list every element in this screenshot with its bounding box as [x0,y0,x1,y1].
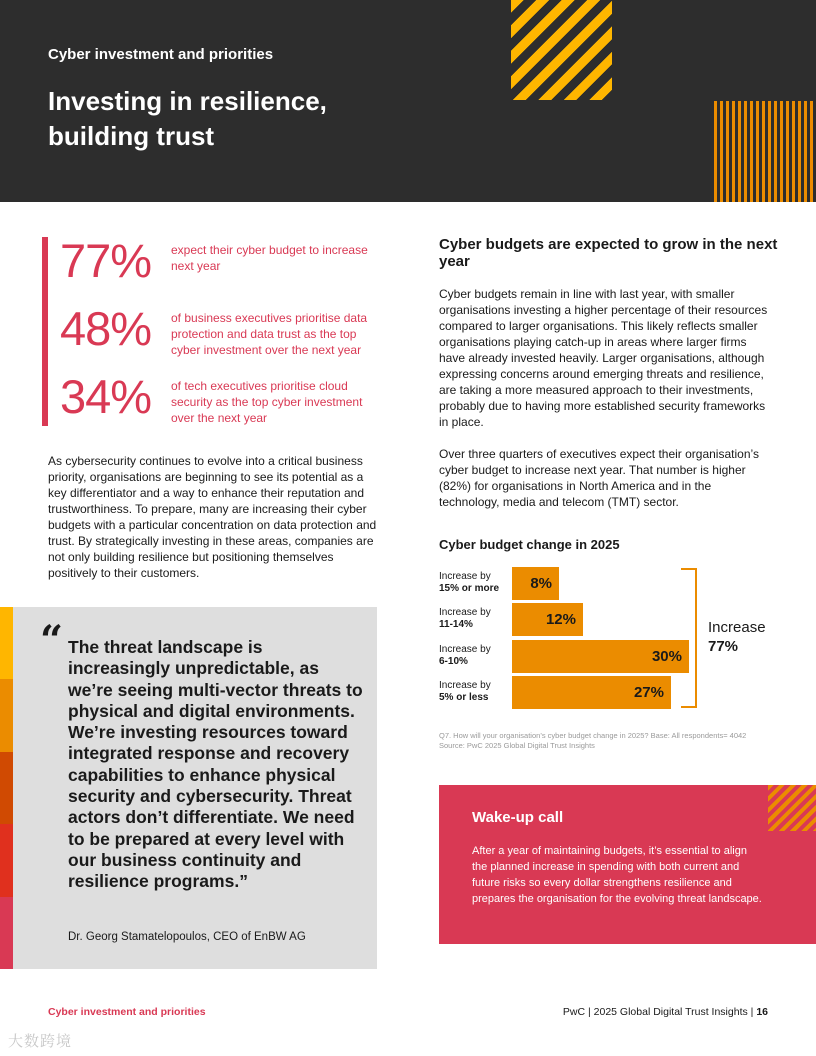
category-label [439,607,511,631]
category-prefix: Increase by [439,644,491,655]
vertical-stripes-decoration [714,101,816,202]
section-kicker: Cyber investment and priorities [48,46,274,63]
bar-value-label: 12% [545,611,576,628]
category-prefix: Increase by [439,680,491,691]
footer-publication [563,1006,768,1018]
category-label [439,571,511,595]
stat-text: of tech executives prioritise cloud security as the top cyber investment over the next year [171,379,363,425]
stat-value: 77% [60,234,152,287]
quote-author: Dr. Georg Stamatelopoulos, CEO of EnBW AG [68,931,306,943]
quote-color-strip [0,607,13,969]
callout-text: After a year of maintaining budgets, it’s essential to align the planned increase in spending with both current and future risks so every dollar strengthens resilience and prepares the organisation for the evolving threat landscape. [472,845,762,905]
quote-text: The threat landscape is increasingly unpredictable, as we’re seeing multi-vector threats to physical and digital environments. We’re investing resources toward integrated response and recovery capabilities to enhance physical security and cybersecurity. Threat actors don’t differentiate. We need to be prepared at every level with our business continuity and resilience programs.” [68,637,363,892]
chart-title: Cyber budget change in 2025 [439,537,620,552]
increase-total-value: 77% [708,638,739,655]
footer-publication-text: PwC | 2025 Global Digital Trust Insights | [562,1006,754,1018]
page-title: Investing in resilience, building trust [48,86,327,151]
pull-quote [0,607,377,969]
increase-label-text: Increase [708,619,766,636]
increase-total-label [708,618,766,656]
category-range: 6-10% [439,656,468,667]
stat-item [60,302,380,361]
chart-source [439,731,789,750]
stat-text: of business executives prioritise data protection and data trust as the top cyber investment over the next year [171,311,368,357]
section-heading: Cyber budgets are expected to grow in the next year [439,236,778,270]
stat-value: 34% [60,370,152,423]
budget-change-chart [439,562,779,712]
category-label [439,644,511,668]
source-question: Q7. How will your organisation’s cyber budget change in 2025? Base: All respondents= 4042 [439,731,747,740]
wakeup-callout [439,785,816,944]
category-range: 5% or less [439,692,489,703]
bar-value-label: 8% [530,575,552,592]
intro-paragraph: As cybersecurity continues to evolve into a critical business priority, organisations are beginning to see its potential as a key differentiator and a way to enhance their reputation and trustworthiness. To prepare, many are increasing their cyber budgets with a particular concentration on data protection and trust. By strategically investing in these areas, companies are not only building resilience but positioning themselves positively to their customers. [48,454,377,580]
stat-item [60,234,380,293]
callout-stripes-decoration [768,785,816,831]
page-header [0,0,816,202]
category-prefix: Increase by [439,571,491,582]
bar-value-label: 27% [633,684,664,701]
callout-title: Wake-up call [472,809,564,826]
category-range: 15% or more [439,583,500,594]
diagonal-stripes-decoration [511,0,612,100]
stat-item [60,370,380,429]
stats-accent-bar [42,237,48,426]
category-label [439,680,511,704]
source-citation: Source: PwC 2025 Global Digital Trust Insights [439,740,595,750]
stat-text: expect their cyber budget to increase next year [171,243,368,273]
category-range: 11-14% [439,619,473,630]
body-paragraph: Cyber budgets remain in line with last year, with smaller organisations investing a higher percentage of their resources compared to larger organisations. This likely reflects smaller organisations playing catch-up in areas where larger firms have already invested heavily. Larger organisations, although expressing concerns around emerging threats and resilience, are taking a more measured approach to their investments, probably due to having more established security frameworks in place. [439,287,768,429]
stat-value: 48% [60,302,152,355]
watermark: 大数跨境 [8,1033,73,1050]
footer-section-name: Cyber investment and priorities [48,1006,206,1018]
quote-mark-icon: “ [40,617,64,664]
key-stats [42,234,382,426]
page-number: 16 [756,1006,768,1018]
category-prefix: Increase by [439,607,491,618]
bar-value-label: 30% [651,648,682,665]
increase-bracket [681,568,697,708]
body-paragraph: Over three quarters of executives expect their organisation’s cyber budget to increase next year. That number is higher (82%) for organisations in North America and in the technology, media and telecom (TMT) sector. [439,447,759,509]
